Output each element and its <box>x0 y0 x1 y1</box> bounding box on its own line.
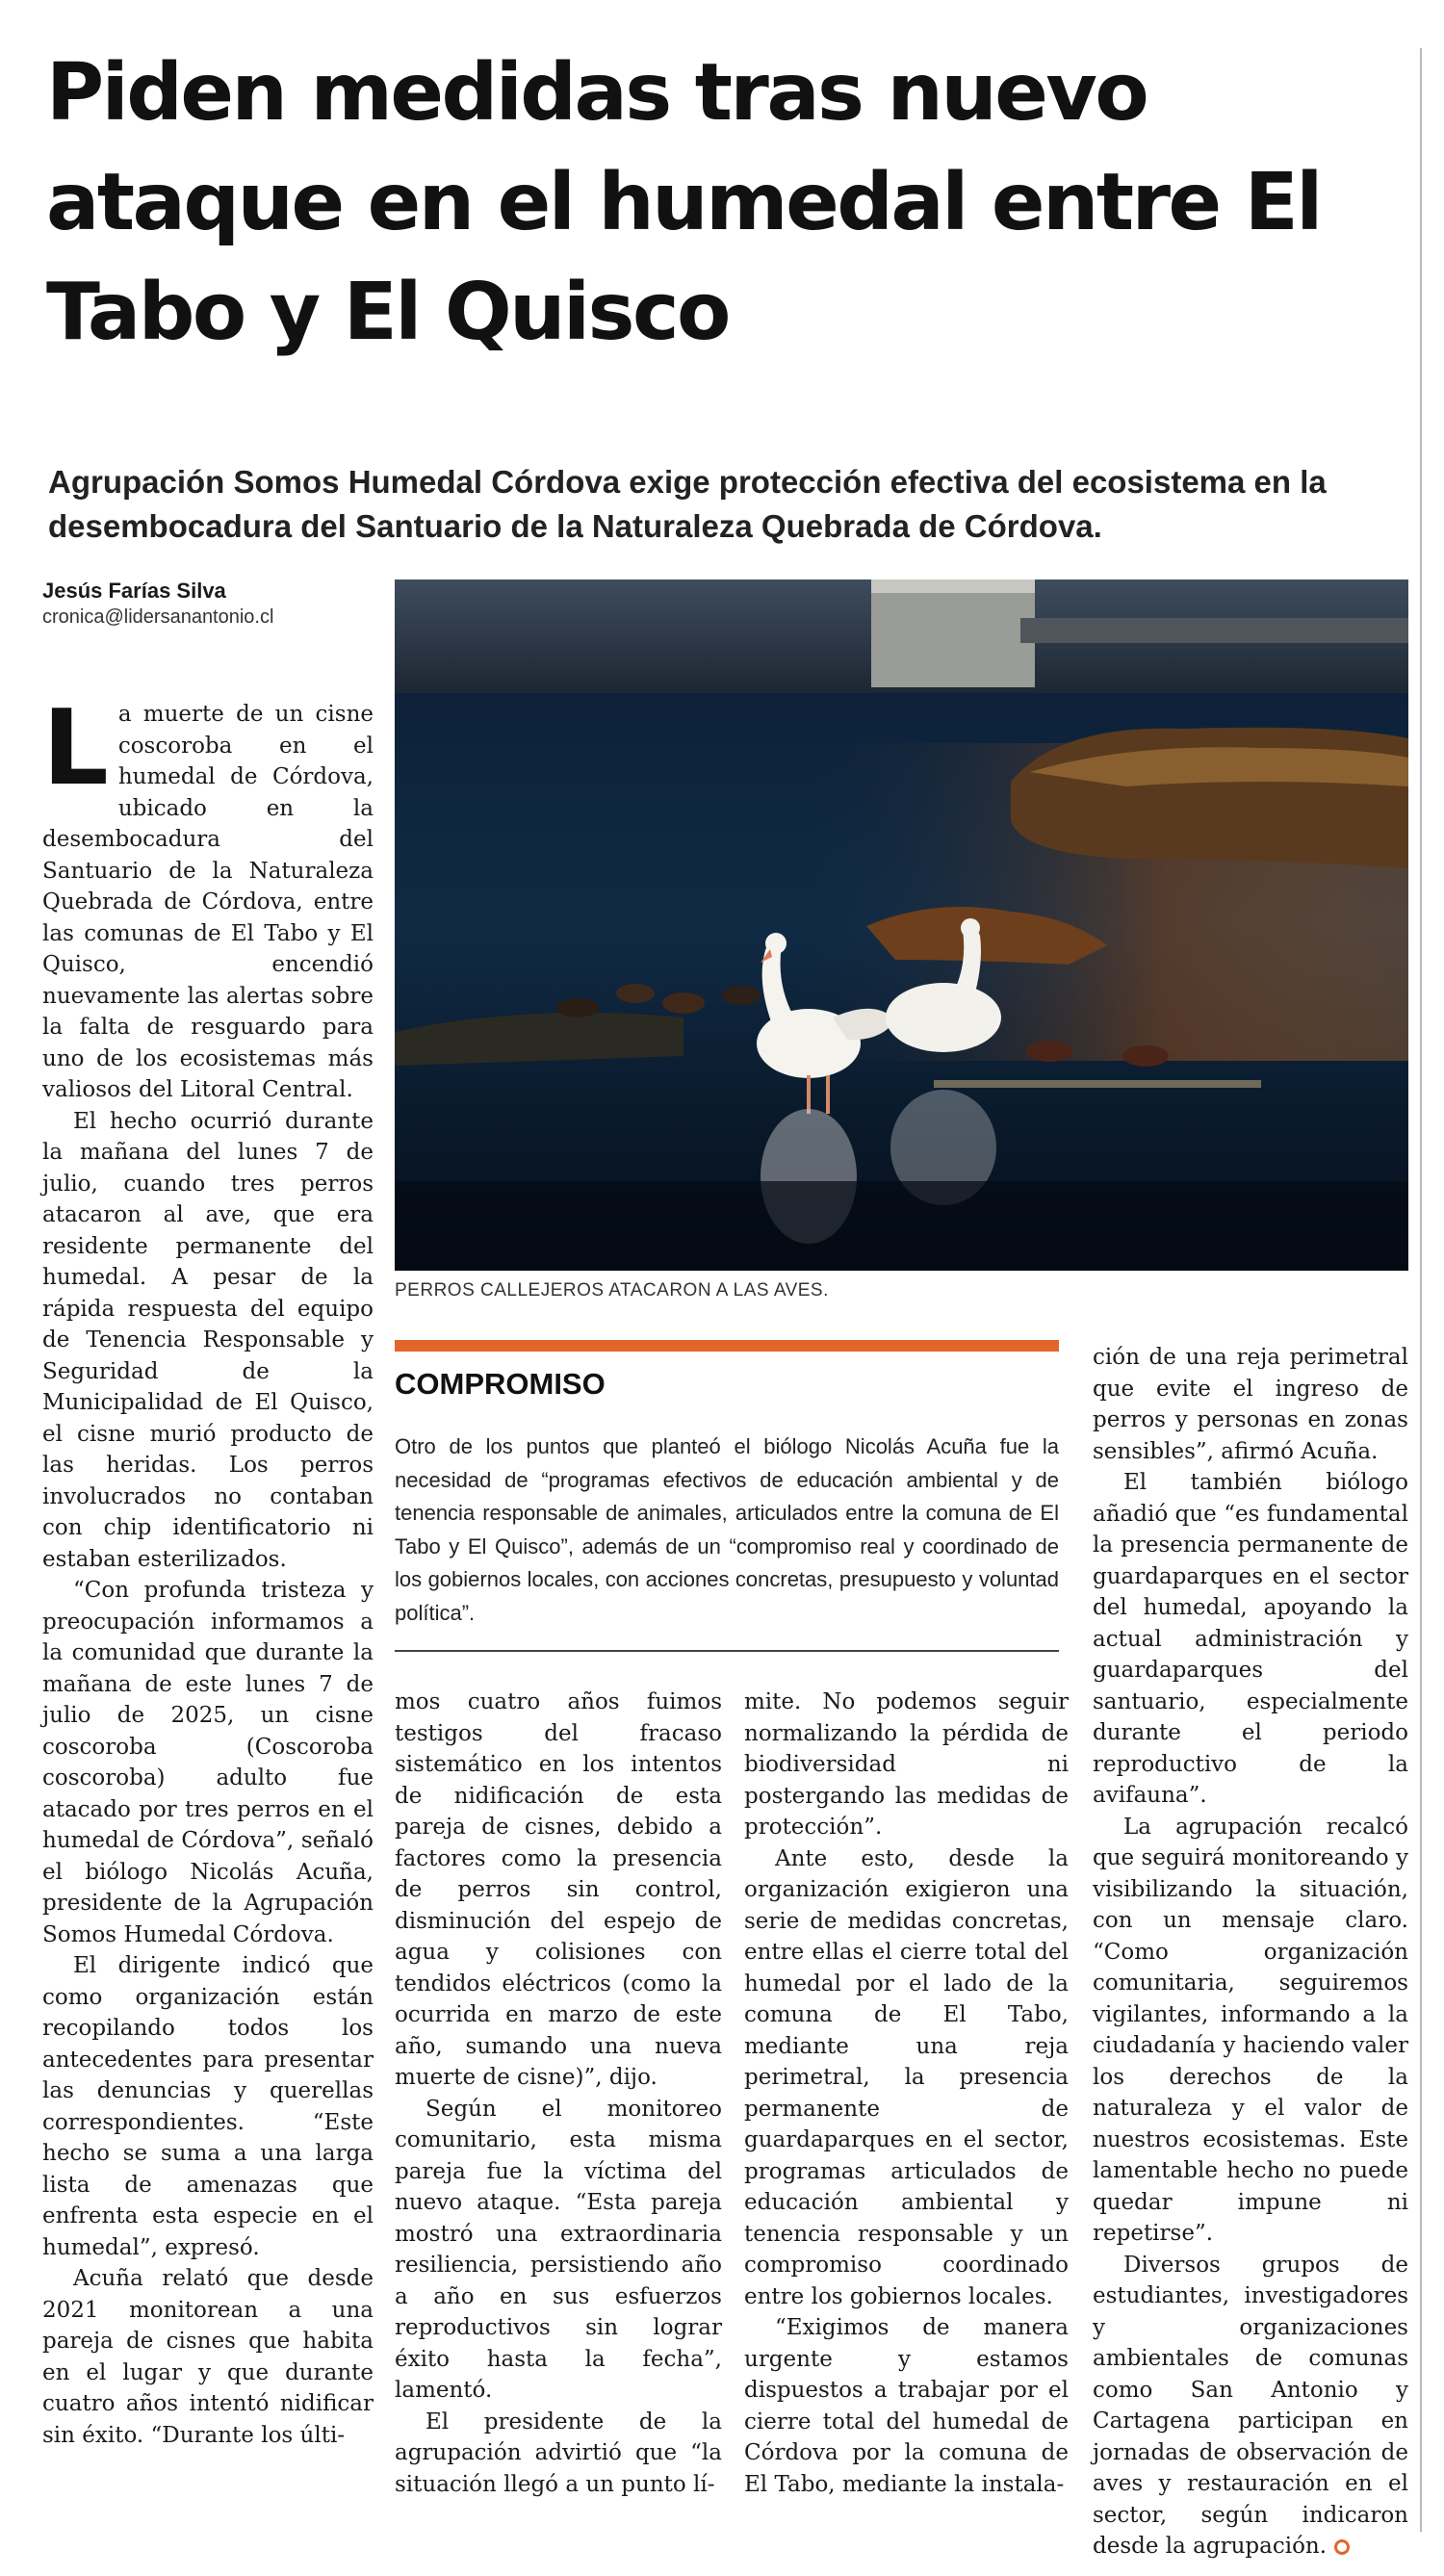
sidebar-bottom-rule <box>395 1650 1059 1652</box>
byline-author: Jesús Farías Silva <box>42 579 226 603</box>
byline <box>42 578 370 630</box>
drop-cap: L <box>42 688 109 809</box>
body-paragraph: Acuña relató que desde 2021 monitorean a una pareja de cisnes que habita en el lugar y que durante cuatro años intentó nidificar sin éxito. “Durante los últi- <box>42 2266 374 2448</box>
deck-subtitle: Agrupación Somos Humedal Córdova exige protección efectiva del ecosistema en la desembocadura del Santuario de la Naturaleza Quebrada de Córdova. <box>48 464 1327 544</box>
closing-paragraph <box>1093 2250 1408 2563</box>
column-divider-rule <box>1420 48 1422 2532</box>
body-paragraph: Según el monitoreo comunitario, esta misma pareja fue la víctima del nuevo ataque. “Esta pareja mostró una extraordinaria resiliencia, persistiendo año a año en sus esfuerzos reproductivos sin lograr éxito hasta la fecha”, lamentó. <box>395 2096 722 2403</box>
sidebar-title: COMPROMISO <box>395 1367 606 1401</box>
lead-paragraph-text: a muerte de un cisne coscoroba en el humedal de Córdova, ubicado en la desembocadura del Santuario de la Naturaleza Quebrada de Córdova, entre las comunas de El Tabo y El Quisco, encendió nuevamente las alertas sobre la falta de resguardo para uno de los ecosistemas más valiosos del Litoral Central. <box>42 702 374 1102</box>
body-paragraph: El dirigente indicó que como organización están recopilando todos los antecedentes para presentar las denuncias y querellas correspondientes. “Este hecho se suma a una larga lista de amenazas que enfrenta esta especie en el humedal”, expresó. <box>42 1953 374 2260</box>
byline-email: cronica@lidersanantonio.cl <box>42 606 274 628</box>
body-paragraph: “Exigimos de manera urgente y estamos dispuestos a trabajar por el cierre total del humedal de Córdova por la comuna de El Tabo, mediante la instala- <box>744 2315 1069 2497</box>
body-paragraph: El también biólogo añadió que “es fundamental la presencia permanente de guardaparques en el sector del humedal, apoyando la actual administración y guardaparques del santuario, especialmente durante el periodo reproductivo de la avifauna”. <box>1093 1470 1408 1808</box>
body-paragraph: El presidente de la agrupación advirtió que “la situación llegó a un punto lí- <box>395 2409 722 2497</box>
article-column-3 <box>744 1687 1069 2500</box>
body-paragraph: La agrupación recalcó que seguirá monitoreando y visibilizando la situación, con un mensaje claro. “Como organización comunitaria, seguiremos vigilantes, informando a la ciudadanía y haciendo valer los derechos de la naturaleza y el valor de nuestros ecosistemas. Este lamentable hecho no puede quedar impune ni repetirse”. <box>1093 1814 1408 2246</box>
body-paragraph: “Con profunda tristeza y preocupación informamos a la comunidad que durante la mañana de este lunes 7 de julio de 2025, un cisne coscoroba (Coscoroba coscoroba) adulto fue atacado por tres perros en el humedal de Córdova”, señaló el biólogo Nicolás Acuña, presidente de la Agrupación Somos Humedal Córdova. <box>42 1578 374 1947</box>
article-photo <box>395 580 1408 1271</box>
article-column-1 <box>42 688 374 2451</box>
end-of-article-icon <box>1334 2539 1350 2555</box>
body-paragraph: mos cuatro años fuimos testigos del fracaso sistemático en los intentos de nidificación de esta pareja de cisnes, debido a factores como la presencia de perros sin control, disminución del espejo de agua y colisiones con tendidos eléctricos (como la ocurrida en marzo de este año, sumando una nueva muerte de cisne)”, dijo. <box>395 1689 722 2090</box>
swans-in-wetland-image <box>395 580 1408 1271</box>
closing-paragraph-text: Diversos grupos de estudiantes, investigadores y organizaciones ambientales de comunas como San Antonio y Cartagena participan en jornadas de observación de aves y restauración en el sector, según indicaron desde la agrupación. <box>1093 2252 1408 2559</box>
article-column-4 <box>1093 1342 1408 2563</box>
sidebar-body: Otro de los puntos que planteó el biólogo Nicolás Acuña fue la necesidad de “programas efectivos de educación ambiental y de tenencia responsable de animales, articulados entre la comuna de El Tabo y El Quisco”, además de un “compromiso real y coordinado de los gobiernos locales, con acciones concretas, presupuesto y voluntad política”. <box>395 1434 1059 1625</box>
photo-caption: PERROS CALLEJEROS ATACARON A LAS AVES. <box>395 1280 829 1301</box>
sidebar-accent-bar <box>395 1340 1059 1352</box>
body-paragraph: ción de una reja perimetral que evite el ingreso de perros y personas en zonas sensibles”, afirmó Acuña. <box>1093 1345 1408 1464</box>
article-column-2 <box>395 1687 722 2500</box>
lead-paragraph <box>42 688 374 1106</box>
body-paragraph: El hecho ocurrió durante la mañana del lunes 7 de julio, cuando tres perros atacaron al ave, que era residente permanente del humedal. A pesar de la rápida respuesta del equipo de Tenencia Responsable y Seguridad de la Municipalidad de El Quisco, el cisne murió producto de las heridas. Los perros involucrados no contaban con chip identificatorio ni estaban esterilizados. <box>42 1108 374 1572</box>
body-paragraph: mite. No podemos seguir normalizando la pérdida de biodiversidad ni postergando las medidas de protección”. <box>744 1689 1069 1840</box>
body-paragraph: Ante esto, desde la organización exigieron una serie de medidas concretas, entre ellas el cierre total del humedal por el lado de la comuna de El Tabo, mediante una reja perimetral, la presencia permanente de guardaparques en el sector, programas articulados de educación ambiental y tenencia responsable y un compromiso coordinado entre los gobiernos locales. <box>744 1845 1069 2309</box>
headline: Piden medidas tras nuevo ataque en el humedal entre El Tabo y El Quisco <box>46 47 1321 358</box>
